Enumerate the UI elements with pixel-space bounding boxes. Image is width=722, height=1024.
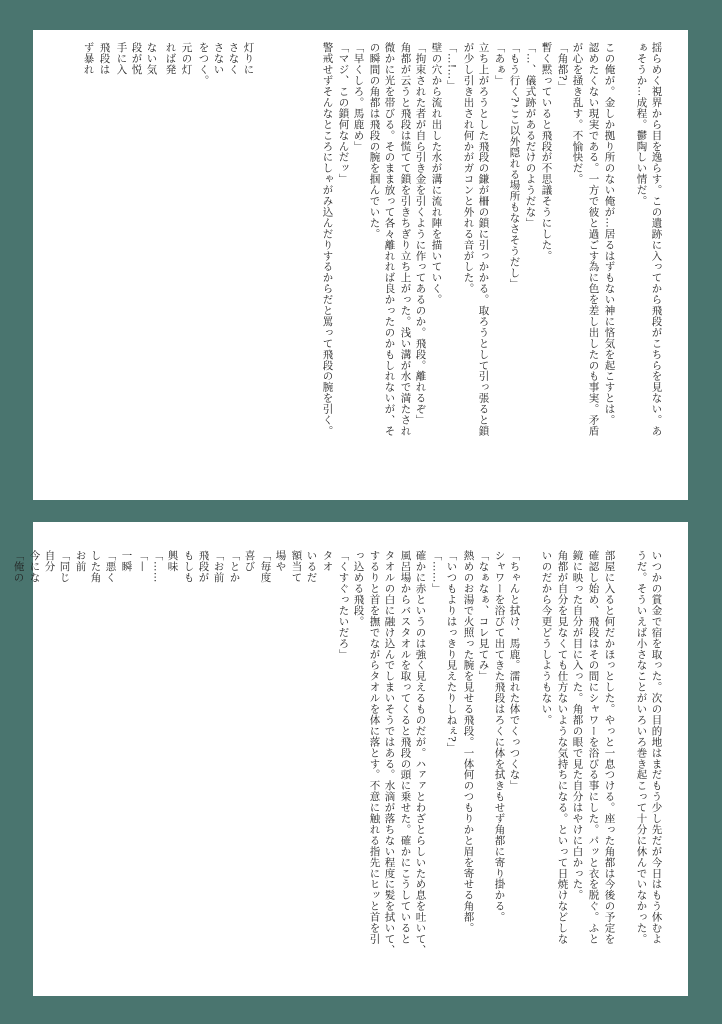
text-column: 部屋に入ると何だかほっとした。やっと一息つける。座った角都は今後の予定を xyxy=(603,550,616,945)
text-column: 「毎度 xyxy=(259,550,272,583)
text-column: 「なぁなぁ、コレ見てみ」 xyxy=(477,550,490,682)
text-column: 「拘束された者が自ら引き金を引くように作ってあるのか。飛段。離れるぞ」 xyxy=(414,42,427,426)
text-column: するりと首を撫でながらタオルを体に落とす。不意に触れる指先にヒッと首を引 xyxy=(368,550,381,945)
manuscript-page-bottom xyxy=(12,522,688,996)
text-column: 飛段が xyxy=(197,550,210,583)
text-column: 「……」 xyxy=(430,550,443,594)
text-column: 灯りに xyxy=(242,42,255,75)
text-column: 角都が自分を見なくても仕方ないような気持ちになる。といって日焼けなどしな xyxy=(556,550,569,945)
text-column: の瞬間の角都は飛段の腕を掴んでいた。 xyxy=(368,42,381,240)
text-column: が少し引き出され何かがガコンと外れる音がした。 xyxy=(462,42,475,294)
text-column: 立ち上がろうとした飛段の鎌が柵の鎖に引っかかる。取ろうとして引っ張ると鎖 xyxy=(477,42,490,437)
text-column: 角都が云うと飛段は慌てて鎖を引きちぎり立ち上がった。浅い溝が水で満たされ xyxy=(399,42,412,437)
text-column: この俺が。金しか拠り所のない俺が…居るはずもない神に悋気を起こすとは。 xyxy=(603,42,616,426)
text-column: ず暴れ xyxy=(82,42,95,75)
text-column: 鏡に映った自分が目に入った。角都の眼で見た自分はやけに白かった。 xyxy=(571,550,584,901)
text-column: 「…… xyxy=(151,550,164,583)
text-column: 「角都?」 xyxy=(556,42,569,92)
text-column: 「早くしろ。馬鹿め」 xyxy=(352,42,365,152)
text-column: いのだから今更どうしようもない。 xyxy=(540,550,553,726)
text-column: 「同じ xyxy=(58,550,71,583)
text-column: 風呂場からバスタオルを取ってくると飛段の頭に乗せた。確かにこうしていると xyxy=(399,550,412,945)
text-column: 額当て xyxy=(290,550,303,583)
text-column: 確かに赤というのは強く見えるものだが。ハァァとわざとらしいため息を吐いて、 xyxy=(414,550,427,956)
text-column: 「悪く xyxy=(104,550,117,583)
text-column: シャワーを浴びて出てきた飛段はろくに体を拭きもせず角都に寄り掛かる。 xyxy=(493,550,506,923)
text-column: 確認し始め、飛段はその間にシャワーを浴びる事にした。パッと衣を脱ぐ。ふと xyxy=(587,550,600,945)
text-column: 熱めのお湯で火照った腕を見せる飛段。一体何のつもりかと眉を寄せる角都。 xyxy=(462,550,475,934)
text-column: さない xyxy=(212,42,225,75)
text-column: 興味 xyxy=(166,550,179,572)
text-column: っ込める飛段。 xyxy=(352,550,365,627)
text-column: いつかの賞金で宿を取った。次の目的地はまだもう少し先だが今日はもう休むよ xyxy=(650,550,663,945)
text-column: 「…、儀式跡があるだけのようだな」 xyxy=(524,42,537,229)
text-column: 場や xyxy=(274,550,287,572)
text-column: 壁の穴から流れ出した水が溝に流れ陣を描いていく。 xyxy=(430,42,443,305)
text-column: 飛段は xyxy=(98,42,111,75)
text-column: 元の灯 xyxy=(180,42,193,75)
text-column: ぁそうか…成程。鬱陶しい情だ。 xyxy=(635,42,648,207)
text-column: 「もう行く?ここ以外隠れる場所もなさそうだし」 xyxy=(508,42,521,289)
text-column: 一瞬 xyxy=(120,550,133,572)
text-column: 「ちゃんと拭け、馬鹿。濡れた体でくっつくな」 xyxy=(508,550,521,791)
text-column: 「いつもよりはっきり見えたりしねぇ?」 xyxy=(445,550,458,754)
text-column: タオルの白に融け込んでしまいそうではある。水滴が落ちない程度に髪を拭いて、 xyxy=(383,550,396,956)
text-column: お前 xyxy=(74,550,87,572)
manuscript-page-top xyxy=(33,30,688,500)
text-column: 警戒せずそんなところにしゃがみ込んだりするからだと罵って飛段の腕を引く。 xyxy=(321,42,334,437)
text-column: した角 xyxy=(89,550,102,583)
text-column: 微かに光を帯びる。そのまま放って各々離れれば良かったのかもしれないが、そ xyxy=(383,42,396,437)
text-column: いるだ xyxy=(305,550,318,583)
text-column: れば発 xyxy=(164,42,177,75)
text-column: 「— xyxy=(136,550,149,572)
text-column: うだ。そういえば小さなことがいろいろ巻き起こって十分に休んでいなかった。 xyxy=(635,550,648,945)
text-column: 「…!…」 xyxy=(445,42,458,91)
text-column: 揺らめく視界から目を逸らす。この遺跡に入ってから飛段がこちらを見ない。あ xyxy=(650,42,663,437)
text-column: をつく。 xyxy=(197,42,210,86)
text-column: 「あぁ」 xyxy=(493,42,506,86)
text-column: が心を掻き乱す。不愉快だ。 xyxy=(571,42,584,185)
text-column: ない気 xyxy=(145,42,158,75)
text-column: 自分 xyxy=(43,550,56,572)
text-column: 喜び xyxy=(243,550,256,572)
text-column: 「くすぐったいだろ」 xyxy=(337,550,350,660)
text-column: 「とか xyxy=(228,550,241,583)
text-column: さなく xyxy=(227,42,240,75)
text-column: 今にな xyxy=(28,550,41,583)
text-column: 暫く黙っていると飛段が不思議そうにした。 xyxy=(540,42,553,261)
text-column: もしも xyxy=(182,550,195,583)
text-column: 手に入 xyxy=(115,42,128,75)
text-column: 認めたくない現実である。一方で彼と過ごす為に色を差し出したのも事実。矛盾 xyxy=(587,42,600,437)
text-column: 「俺の xyxy=(12,550,25,583)
text-column: 段が悦 xyxy=(130,42,143,75)
text-column: 「お前 xyxy=(212,550,225,583)
text-column: 「マジ、この鎖何なんだッ」 xyxy=(337,42,350,185)
text-column: タオ xyxy=(321,550,334,572)
